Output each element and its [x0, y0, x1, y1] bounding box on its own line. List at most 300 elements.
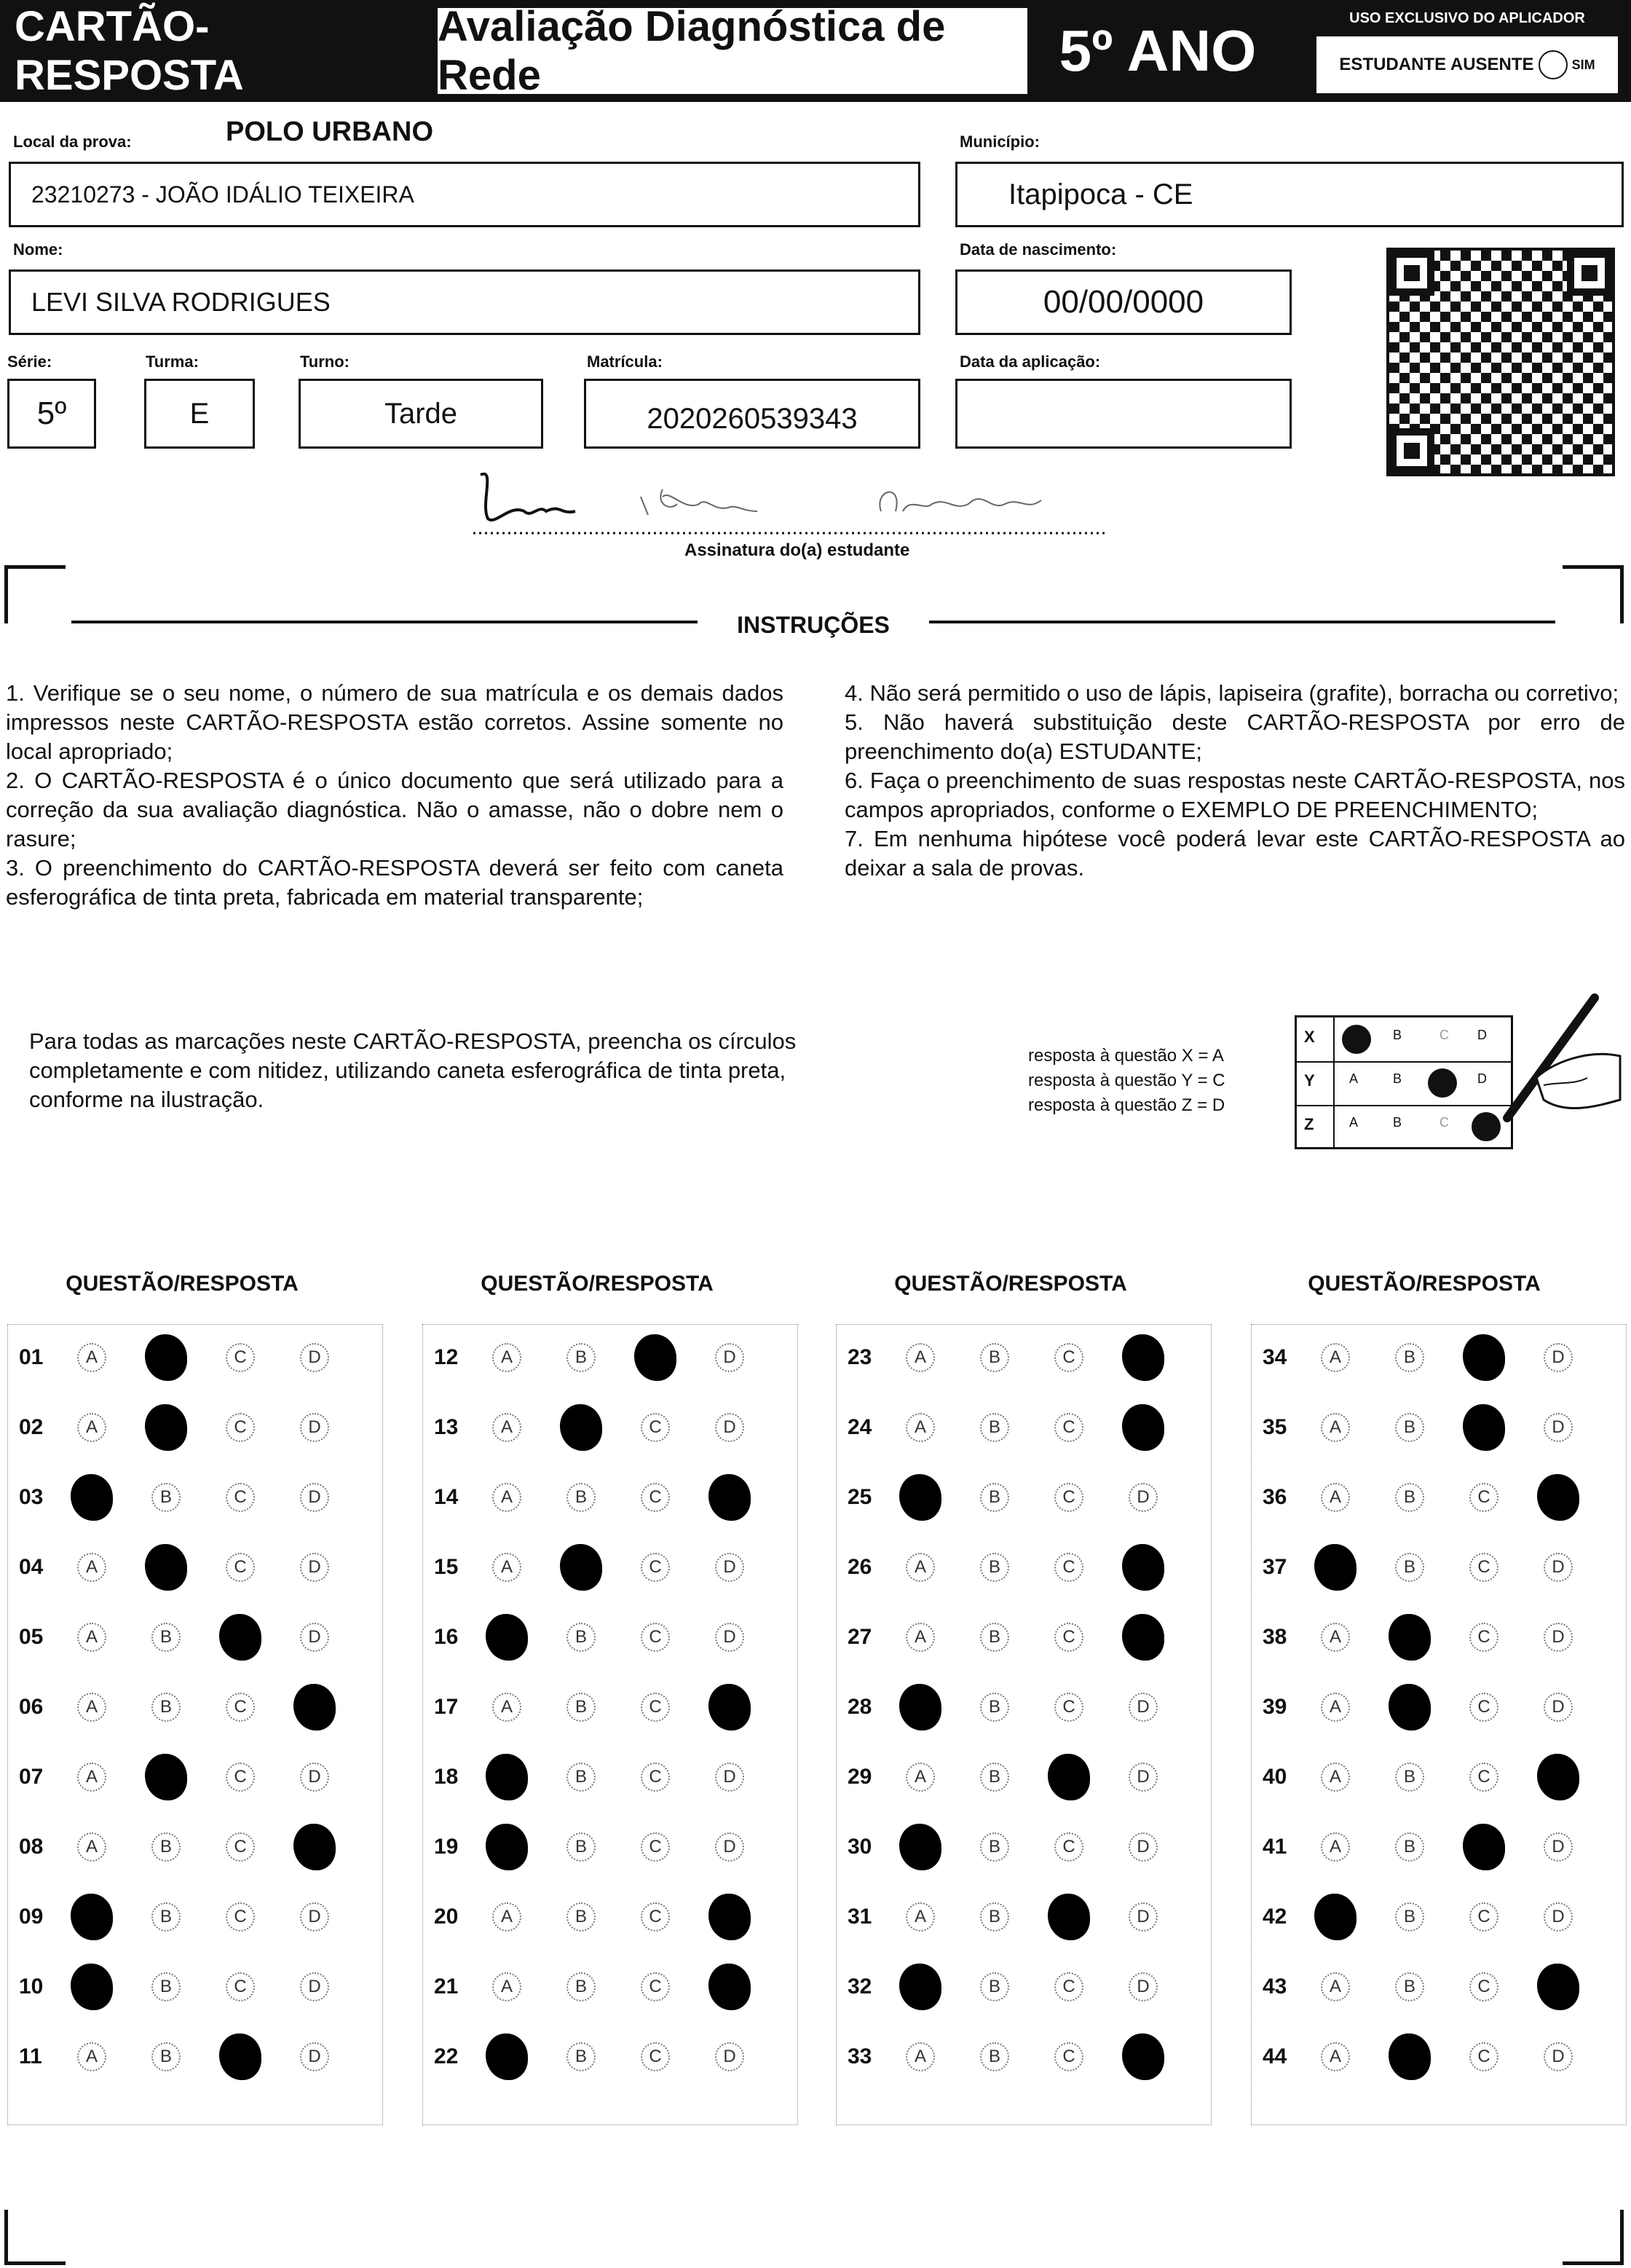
turma-value: E: [189, 397, 210, 430]
answer-bubble-c[interactable]: C: [1469, 1763, 1498, 1792]
answer-bubble-b[interactable]: B: [145, 1334, 187, 1381]
answer-bubble-b[interactable]: B: [1395, 1413, 1424, 1442]
answer-bubble-c[interactable]: C: [1054, 1623, 1083, 1652]
question-number: 35: [1263, 1415, 1287, 1439]
answer-bubble-d[interactable]: D: [300, 2042, 329, 2071]
answer-bubble-c[interactable]: C: [226, 1343, 255, 1372]
answer-bubble-a[interactable]: A: [1314, 1894, 1356, 1940]
nascimento-field: [955, 269, 1292, 335]
question-number: 41: [1263, 1835, 1287, 1859]
answer-bubble-c[interactable]: C: [1054, 1972, 1083, 2001]
answer-bubble-d[interactable]: D: [1537, 1474, 1579, 1521]
question-row: [848, 1478, 1203, 1516]
answer-bubble-d[interactable]: D: [300, 1902, 329, 1932]
answer-bubble-d[interactable]: D: [715, 2042, 744, 2071]
answer-bubble-a[interactable]: A: [77, 2042, 106, 2071]
answer-bubble-d[interactable]: D: [293, 1684, 336, 1730]
answer-bubble-a[interactable]: A: [1321, 1413, 1350, 1442]
question-row: [19, 1758, 374, 1796]
question-number: 20: [434, 1905, 459, 1929]
question-row: [848, 1688, 1203, 1726]
answer-bubble-a[interactable]: A: [77, 1623, 106, 1652]
answer-bubble-c[interactable]: C: [226, 1483, 255, 1512]
answer-bubble-c[interactable]: C: [1054, 1343, 1083, 1372]
answer-bubble-c[interactable]: C: [641, 1483, 670, 1512]
question-row: [434, 1618, 789, 1656]
answer-bubble-a[interactable]: A: [71, 1964, 113, 2010]
question-number: 24: [848, 1415, 872, 1439]
answer-bubble-b[interactable]: B: [1395, 1483, 1424, 1512]
question-row: [434, 1688, 789, 1726]
question-row: [19, 1339, 374, 1377]
card-title: CARTÃO-RESPOSTA: [15, 7, 422, 95]
answer-bubble-d[interactable]: D: [1544, 1832, 1573, 1862]
matricula-field: [584, 379, 920, 449]
answer-bubble-d[interactable]: D: [715, 1413, 744, 1442]
question-number: 39: [1263, 1695, 1287, 1719]
column-title: QUESTÃO/RESPOSTA: [481, 1272, 714, 1296]
answer-bubble-a[interactable]: A: [899, 1964, 941, 2010]
answer-bubble-a[interactable]: A: [492, 1553, 521, 1582]
answer-bubble-c[interactable]: C: [1469, 1693, 1498, 1722]
answer-bubble-d[interactable]: D: [708, 1684, 751, 1730]
answer-bubble-c[interactable]: C: [226, 1693, 255, 1722]
question-row: [1263, 1478, 1618, 1516]
answer-bubble-d[interactable]: D: [1544, 1902, 1573, 1932]
question-number: 08: [19, 1835, 44, 1859]
answer-bubble-b[interactable]: B: [980, 1623, 1009, 1652]
answer-bubble-d[interactable]: D: [1122, 2033, 1164, 2080]
answer-bubble-d[interactable]: D: [1129, 1832, 1158, 1862]
question-number: 18: [434, 1765, 459, 1789]
answer-bubble-b[interactable]: B: [1395, 1972, 1424, 2001]
answer-bubble-b[interactable]: B: [980, 1693, 1009, 1722]
question-row: [19, 1688, 374, 1726]
answer-bubble-a[interactable]: A: [1314, 1544, 1356, 1591]
answer-bubble-d[interactable]: D: [293, 1824, 336, 1870]
answer-bubble-a[interactable]: A: [1321, 1343, 1350, 1372]
answer-bubble-c[interactable]: C: [1054, 1553, 1083, 1582]
column-title: QUESTÃO/RESPOSTA: [894, 1272, 1127, 1296]
question-number: 36: [1263, 1485, 1287, 1509]
answer-bubble-a[interactable]: A: [77, 1832, 106, 1862]
answer-bubble-b[interactable]: B: [560, 1544, 602, 1591]
question-row: [848, 1409, 1203, 1446]
serie-label: Série:: [7, 353, 52, 371]
question-row: [1263, 1618, 1618, 1656]
nome-value: LEVI SILVA RODRIGUES: [31, 287, 331, 317]
answer-bubble-a[interactable]: A: [492, 1343, 521, 1372]
answer-bubble-b[interactable]: B: [566, 1832, 596, 1862]
question-number: 11: [19, 2044, 42, 2068]
answer-bubble-d[interactable]: D: [1122, 1614, 1164, 1661]
answer-bubble-a[interactable]: A: [77, 1413, 106, 1442]
instructions-rule-left: [71, 621, 698, 623]
answer-bubble-b[interactable]: B: [980, 1553, 1009, 1582]
answer-bubble-c[interactable]: C: [1054, 1413, 1083, 1442]
matricula-value: 2020260539343: [647, 402, 858, 435]
serie-value: 5º: [36, 395, 67, 431]
question-row: [848, 1968, 1203, 2006]
answer-bubble-a[interactable]: A: [906, 1623, 935, 1652]
answer-bubble-d[interactable]: D: [1129, 1972, 1158, 2001]
local-field: [9, 162, 920, 227]
answer-bubble-c[interactable]: C: [641, 1902, 670, 1932]
answer-bubble-c[interactable]: C: [641, 1763, 670, 1792]
answer-bubble-d[interactable]: D: [300, 1343, 329, 1372]
answer-bubble-d[interactable]: D: [1122, 1404, 1164, 1451]
answer-bubble-d[interactable]: D: [1122, 1544, 1164, 1591]
answer-bubble-a[interactable]: A: [1321, 1763, 1350, 1792]
column-title: QUESTÃO/RESPOSTA: [1308, 1272, 1541, 1296]
example-y-text: resposta à questão Y = C: [1028, 1071, 1225, 1090]
instructions-left: 1. Verifique se o seu nome, o número de sua matrícula e os demais dados impressos neste CARTÃO-RESPOSTA estão corretos. Assine somente no local apropriado; 2. O CARTÃO-RESPOSTA é o único documento que será utilizado para a correção da sua avaliação diagnóstica. Não o amasse, não o dobre nem o rasure; 3. O preenchimento do CARTÃO-RESPOSTA deverá ser feito com caneta esferográfica de tinta preta, fabricada em material transparente;: [6, 680, 783, 910]
answer-bubble-a[interactable]: A: [1321, 2042, 1350, 2071]
answer-bubble-a[interactable]: A: [899, 1684, 941, 1730]
turno-field: [299, 379, 543, 449]
question-number: 03: [19, 1485, 44, 1509]
question-row: [19, 1478, 374, 1516]
grade-label: 5º ANO: [1034, 7, 1282, 95]
example-grid: X Y Z B C D A B D A B C: [1295, 1015, 1513, 1149]
answer-bubble-c[interactable]: C: [226, 1553, 255, 1582]
answer-bubble-a[interactable]: A: [906, 1413, 935, 1442]
question-number: 12: [434, 1345, 459, 1369]
answer-bubble-a[interactable]: A: [77, 1693, 106, 1722]
pen-hand-icon: [1485, 991, 1624, 1136]
question-number: 09: [19, 1905, 44, 1929]
answer-bubble-c[interactable]: C: [1054, 1832, 1083, 1862]
answer-bubble-b[interactable]: B: [151, 1902, 181, 1932]
question-number: 27: [848, 1625, 872, 1649]
question-number: 21: [434, 1974, 459, 1999]
qr-code: [1386, 248, 1615, 476]
answer-bubble-a[interactable]: A: [77, 1343, 106, 1372]
answer-bubble-a[interactable]: A: [486, 1824, 528, 1870]
question-number: 13: [434, 1415, 459, 1439]
question-row: [848, 1339, 1203, 1377]
signature-label: Assinatura do(a) estudante: [684, 540, 910, 560]
answer-bubble-b[interactable]: B: [566, 1343, 596, 1372]
answer-bubble-c[interactable]: C: [641, 1832, 670, 1862]
question-number: 10: [19, 1974, 44, 1999]
question-row: [19, 1898, 374, 1936]
question-row: [434, 1478, 789, 1516]
answer-bubble-b[interactable]: B: [980, 1343, 1009, 1372]
answer-bubble-a[interactable]: A: [492, 1902, 521, 1932]
answer-bubble-b[interactable]: B: [566, 1483, 596, 1512]
frame-corner-br: [1563, 2210, 1624, 2265]
answer-bubble-a[interactable]: A: [486, 1754, 528, 1800]
answer-bubble-c[interactable]: C: [219, 2033, 261, 2080]
question-row: [848, 1828, 1203, 1866]
answer-bubble-b[interactable]: B: [151, 1972, 181, 2001]
answer-bubble-b[interactable]: B: [1395, 1902, 1424, 1932]
answer-bubble-c[interactable]: C: [641, 1693, 670, 1722]
answer-bubble-b[interactable]: B: [1395, 1763, 1424, 1792]
answer-bubble-c[interactable]: C: [1048, 1894, 1090, 1940]
answer-bubble-c[interactable]: C: [1469, 1483, 1498, 1512]
answer-bubble-a[interactable]: A: [1321, 1693, 1350, 1722]
question-row: [1263, 1688, 1618, 1726]
question-number: 38: [1263, 1625, 1287, 1649]
answer-bubble-b[interactable]: B: [1389, 1614, 1431, 1661]
answer-bubble-b[interactable]: B: [1389, 2033, 1431, 2080]
answer-bubble-a[interactable]: A: [492, 1483, 521, 1512]
local-label: Local da prova:: [13, 133, 132, 151]
answer-bubble-b[interactable]: B: [151, 1623, 181, 1652]
answer-bubble-c[interactable]: C: [1054, 2042, 1083, 2071]
answer-bubble-d[interactable]: D: [300, 1483, 329, 1512]
question-row: [434, 1898, 789, 1936]
answer-bubble-b[interactable]: B: [145, 1754, 187, 1800]
question-number: 28: [848, 1695, 872, 1719]
answer-bubble-c[interactable]: C: [226, 1972, 255, 2001]
answer-bubble-b[interactable]: B: [1395, 1832, 1424, 1862]
answer-bubble-b[interactable]: B: [560, 1404, 602, 1451]
municipio-value: Itapipoca - CE: [1008, 178, 1193, 210]
question-row: [1263, 1898, 1618, 1936]
answer-bubble-b[interactable]: B: [1395, 1343, 1424, 1372]
answer-bubble-d[interactable]: D: [1129, 1693, 1158, 1722]
question-row: [848, 1548, 1203, 1586]
answer-bubble-c[interactable]: C: [226, 1413, 255, 1442]
answer-bubble-c[interactable]: C: [634, 1334, 676, 1381]
answer-bubble-d[interactable]: D: [300, 1763, 329, 1792]
answer-bubble-a[interactable]: A: [906, 2042, 935, 2071]
answer-bubble-c[interactable]: C: [226, 1763, 255, 1792]
question-number: 15: [434, 1555, 459, 1579]
nome-label: Nome:: [13, 240, 63, 259]
example-x-text: resposta à questão X = A: [1028, 1046, 1224, 1066]
answer-bubble-c[interactable]: C: [1469, 1972, 1498, 2001]
question-row: [848, 1898, 1203, 1936]
question-row: [848, 2038, 1203, 2076]
question-number: 14: [434, 1485, 459, 1509]
answer-bubble-a[interactable]: A: [492, 1413, 521, 1442]
answer-bubble-d[interactable]: D: [300, 1553, 329, 1582]
question-number: 31: [848, 1905, 872, 1929]
question-number: 04: [19, 1555, 44, 1579]
answer-bubble-a[interactable]: A: [71, 1474, 113, 1521]
answer-bubble-c[interactable]: C: [1469, 1553, 1498, 1582]
answer-bubble-c[interactable]: C: [1048, 1754, 1090, 1800]
frame-corner-bl: [4, 2210, 66, 2265]
answer-bubble-a[interactable]: A: [906, 1902, 935, 1932]
answer-bubble-b[interactable]: B: [980, 1763, 1009, 1792]
signature: [451, 460, 1107, 540]
answer-bubble-b[interactable]: B: [1389, 1684, 1431, 1730]
question-row: [19, 1828, 374, 1866]
answer-bubble-a[interactable]: A: [77, 1763, 106, 1792]
answer-bubble-d[interactable]: D: [1544, 1553, 1573, 1582]
serie-field: [7, 379, 96, 449]
question-row: [434, 1828, 789, 1866]
answer-bubble-a[interactable]: A: [71, 1894, 113, 1940]
answer-bubble-b[interactable]: B: [566, 2042, 596, 2071]
local-value: 23210273 - JOÃO IDÁLIO TEIXEIRA: [31, 181, 414, 208]
answer-bubble-c[interactable]: C: [226, 1832, 255, 1862]
instructions-rule-right: [929, 621, 1555, 623]
answer-bubble-c[interactable]: C: [641, 2042, 670, 2071]
answer-bubble-a[interactable]: A: [492, 1693, 521, 1722]
answer-bubble-b[interactable]: B: [980, 1902, 1009, 1932]
turma-label: Turma:: [146, 353, 199, 371]
answer-bubble-c[interactable]: C: [1469, 1902, 1498, 1932]
answer-bubble-a[interactable]: A: [906, 1343, 935, 1372]
question-number: 37: [1263, 1555, 1287, 1579]
answer-bubble-b[interactable]: B: [566, 1902, 596, 1932]
answer-bubble-c[interactable]: C: [226, 1902, 255, 1932]
answer-bubble-b[interactable]: B: [566, 1972, 596, 2001]
answer-bubble-d[interactable]: D: [715, 1832, 744, 1862]
answer-bubble-b[interactable]: B: [980, 1483, 1009, 1512]
answer-bubble-d[interactable]: D: [1537, 1754, 1579, 1800]
answer-bubble-a[interactable]: A: [899, 1474, 941, 1521]
question-row: [19, 1618, 374, 1656]
answer-bubble-d[interactable]: D: [715, 1553, 744, 1582]
instructions-right: 4. Não será permitido o uso de lápis, lapiseira (grafite), borracha ou corretivo; 5. Não haverá substituição deste CARTÃO-RESPOSTA por erro de preenchimento do(a) ESTUDANTE; 6. Faça o preenchimento de suas respostas neste CARTÃO-RESPOSTA, nos campos apropriados, conforme o EXEMPLO DE PREENCHIMENTO; 7. Em nenhuma hipótese você poderá levar este CARTÃO-RESPOSTA ao deixar a sala de provas.: [845, 680, 1625, 881]
question-row: [1263, 1968, 1618, 2006]
answer-bubble-c[interactable]: C: [1463, 1824, 1505, 1870]
answer-bubble-a[interactable]: A: [486, 2033, 528, 2080]
answer-bubble-a[interactable]: A: [906, 1553, 935, 1582]
eval-title: Avaliação Diagnóstica de Rede: [435, 6, 1030, 96]
turno-value: Tarde: [384, 397, 458, 430]
answer-bubble-c[interactable]: C: [219, 1614, 261, 1661]
aplicador-title: USO EXCLUSIVO DO APLICADOR: [1349, 10, 1585, 26]
question-row: [434, 1758, 789, 1796]
nascimento-value: 00/00/0000: [1043, 284, 1204, 320]
answer-bubble-a[interactable]: A: [77, 1553, 106, 1582]
sim-label: SIM: [1571, 57, 1595, 72]
answer-bubble-d[interactable]: D: [300, 1972, 329, 2001]
answer-bubble-d[interactable]: D: [1544, 2042, 1573, 2071]
answer-bubble-d[interactable]: D: [715, 1623, 744, 1652]
answer-bubble-d[interactable]: D: [1544, 1413, 1573, 1442]
turma-field: [144, 379, 255, 449]
answer-bubble-d[interactable]: D: [1122, 1334, 1164, 1381]
question-row: [1263, 1409, 1618, 1446]
question-row: [1263, 1758, 1618, 1796]
answer-bubble-d[interactable]: D: [708, 1894, 751, 1940]
question-number: 40: [1263, 1765, 1287, 1789]
ausente-checkbox[interactable]: [1539, 50, 1568, 79]
question-row: [848, 1758, 1203, 1796]
answer-bubble-a[interactable]: A: [906, 1763, 935, 1792]
answer-bubble-b[interactable]: B: [566, 1693, 596, 1722]
answer-bubble-a[interactable]: A: [1321, 1623, 1350, 1652]
answer-bubble-b[interactable]: B: [145, 1544, 187, 1591]
matricula-label: Matrícula:: [587, 353, 663, 371]
question-row: [19, 1548, 374, 1586]
question-row: [434, 1548, 789, 1586]
answer-bubble-d[interactable]: D: [1129, 1483, 1158, 1512]
aplicador-box: [1311, 4, 1624, 98]
answer-bubble-d[interactable]: D: [1544, 1693, 1573, 1722]
answer-bubble-c[interactable]: C: [1054, 1483, 1083, 1512]
answer-bubble-b[interactable]: B: [151, 1832, 181, 1862]
example-z-text: resposta à questão Z = D: [1028, 1095, 1225, 1115]
question-row: [1263, 1548, 1618, 1586]
answer-bubble-c[interactable]: C: [641, 1623, 670, 1652]
answer-bubble-d[interactable]: D: [1537, 1964, 1579, 2010]
estudante-ausente-field: [1316, 36, 1618, 93]
municipio-field: [955, 162, 1624, 227]
answer-bubble-b[interactable]: B: [151, 1693, 181, 1722]
answer-bubble-c[interactable]: C: [641, 1972, 670, 2001]
answer-bubble-c[interactable]: C: [641, 1413, 670, 1442]
answer-bubble-b[interactable]: B: [566, 1763, 596, 1792]
column-title: QUESTÃO/RESPOSTA: [66, 1272, 299, 1296]
answer-bubble-b[interactable]: B: [151, 1483, 181, 1512]
answer-bubble-d[interactable]: D: [708, 1474, 751, 1521]
answer-bubble-b[interactable]: B: [151, 2042, 181, 2071]
question-row: [848, 1618, 1203, 1656]
question-row: [434, 1409, 789, 1446]
answer-bubble-d[interactable]: D: [1129, 1763, 1158, 1792]
municipio-label: Município:: [960, 133, 1040, 151]
answer-bubble-d[interactable]: D: [1544, 1343, 1573, 1372]
answer-bubble-d[interactable]: D: [1129, 1902, 1158, 1932]
answer-bubble-a[interactable]: A: [492, 1972, 521, 2001]
answer-bubble-a[interactable]: A: [1321, 1972, 1350, 2001]
marking-instructions: Para todas as marcações neste CARTÃO-RESPOSTA, preencha os círculos completamente e com nitidez, utilizando caneta esferográfica de tinta preta, conforme na ilustração.: [29, 1028, 797, 1112]
question-number: 17: [434, 1695, 459, 1719]
question-number: 05: [19, 1625, 44, 1649]
answer-bubble-a[interactable]: A: [1321, 1483, 1350, 1512]
answer-bubble-b[interactable]: B: [980, 1413, 1009, 1442]
question-number: 33: [848, 2044, 872, 2068]
answer-bubble-c[interactable]: C: [1469, 2042, 1498, 2071]
answer-bubble-d[interactable]: D: [715, 1343, 744, 1372]
answer-bubble-b[interactable]: B: [566, 1623, 596, 1652]
question-number: 30: [848, 1835, 872, 1859]
question-number: 34: [1263, 1345, 1287, 1369]
answer-bubble-b[interactable]: B: [980, 2042, 1009, 2071]
question-number: 26: [848, 1555, 872, 1579]
answer-bubble-d[interactable]: D: [715, 1763, 744, 1792]
answer-bubble-b[interactable]: B: [1395, 1553, 1424, 1582]
question-row: [1263, 1339, 1618, 1377]
answer-bubble-b[interactable]: B: [980, 1832, 1009, 1862]
answer-bubble-c[interactable]: C: [641, 1553, 670, 1582]
answer-bubble-a[interactable]: A: [486, 1614, 528, 1661]
answer-bubble-b[interactable]: B: [980, 1972, 1009, 2001]
question-number: 01: [19, 1345, 44, 1369]
frame-corner-tr: [1563, 565, 1624, 623]
polo-value: POLO URBANO: [226, 117, 433, 147]
question-number: 07: [19, 1765, 44, 1789]
question-number: 02: [19, 1415, 44, 1439]
answer-bubble-d[interactable]: D: [1544, 1623, 1573, 1652]
question-number: 32: [848, 1974, 872, 1999]
answer-bubble-d[interactable]: D: [708, 1964, 751, 2010]
answer-bubble-c[interactable]: C: [1469, 1623, 1498, 1652]
answer-bubble-d[interactable]: D: [300, 1413, 329, 1442]
nome-field: [9, 269, 920, 335]
question-row: [19, 1968, 374, 2006]
answer-bubble-a[interactable]: A: [1321, 1832, 1350, 1862]
question-number: 06: [19, 1695, 44, 1719]
turno-label: Turno:: [300, 353, 350, 371]
answer-bubble-c[interactable]: C: [1463, 1404, 1505, 1451]
answer-bubble-b[interactable]: B: [145, 1404, 187, 1451]
answer-bubble-c[interactable]: C: [1054, 1693, 1083, 1722]
answer-bubble-c[interactable]: C: [1463, 1334, 1505, 1381]
answer-bubble-d[interactable]: D: [300, 1623, 329, 1652]
answer-bubble-a[interactable]: A: [899, 1824, 941, 1870]
